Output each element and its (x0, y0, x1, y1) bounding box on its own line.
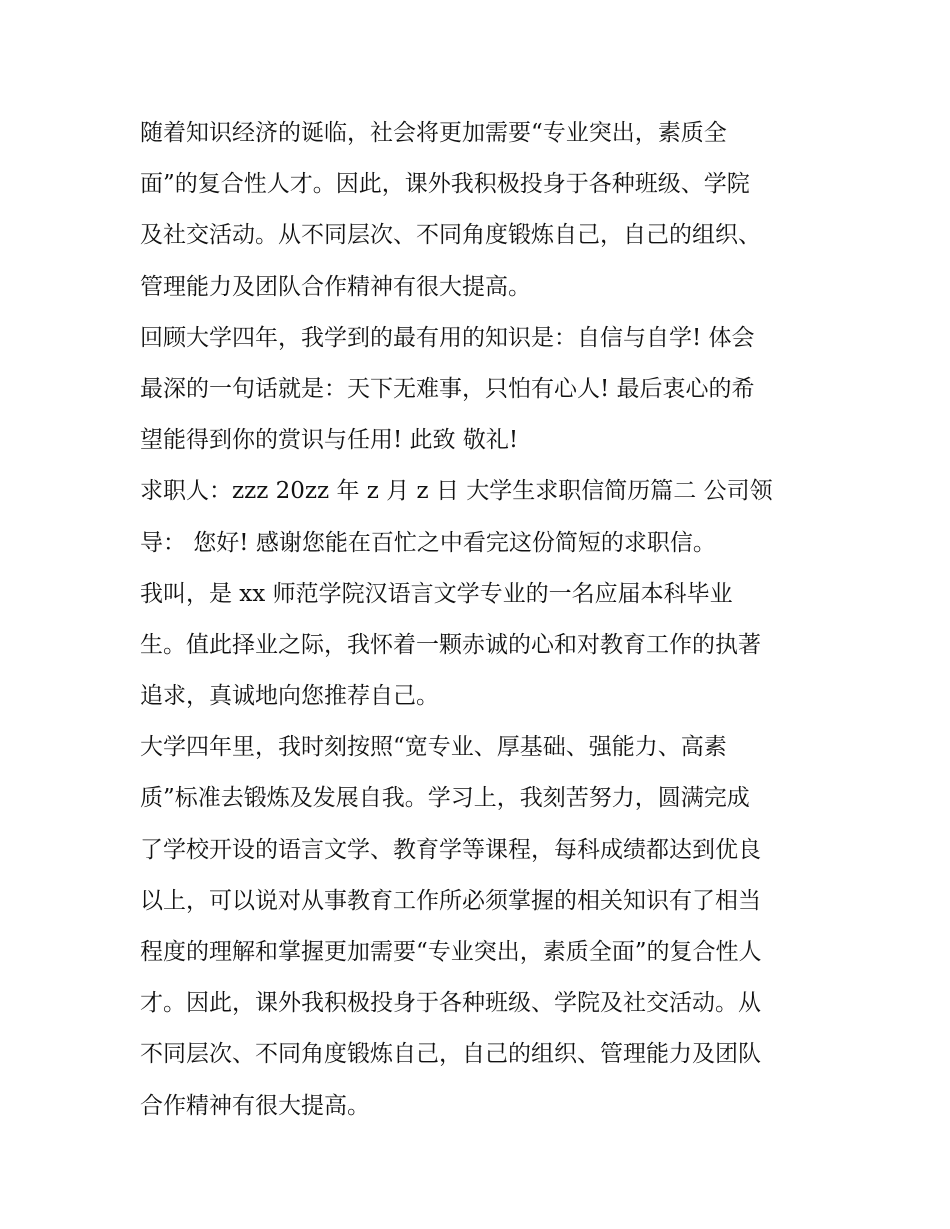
text-line-16: 以上，可以说对从事教育工作所必须掌握的相关知识有了相当 (140, 887, 761, 914)
text-line-10: 我叫，是 xx 师范学院汉语言文学专业的一名应届本科毕业 (140, 580, 733, 607)
text-line-12: 追求，真诚地向您推荐自己。 (140, 683, 439, 710)
text-line-14: 质”标准去锻炼及发展自我。学习上，我刻苦努力，圆满完成 (140, 785, 750, 812)
text-line-8: 求职人：zzz 20zz 年 z 月 z 日 大学生求职信简历篇二 公司领 (140, 478, 773, 505)
text-line-15: 了学校开设的语言文学、教育学等课程，每科成绩都达到优良 (140, 836, 761, 863)
text-line-7: 望能得到你的赏识与任用! 此致 敬礼! (140, 427, 519, 454)
text-line-13: 大学四年里，我时刻按照“宽专业、厚基础、强能力、高素 (140, 734, 727, 761)
text-line-1: 随着知识经济的诞临，社会将更加需要“专业突出，素质全 (140, 120, 727, 146)
text-line-2: 面”的复合性人才。因此，课外我积极投身于各种班级、学院 (140, 171, 750, 198)
text-line-17: 程度的理解和掌握更加需要“专业突出，素质全面”的复合性人 (140, 939, 762, 965)
text-line-20: 合作精神有很大提高。 (140, 1092, 370, 1119)
text-line-4: 管理能力及团队合作精神有很大提高。 (140, 273, 531, 300)
text-line-18: 才。因此，课外我积极投身于各种班级、学院及社交活动。从 (140, 990, 761, 1017)
text-line-19: 不同层次、不同角度锻炼自己，自己的组织、管理能力及团队 (140, 1041, 761, 1068)
text-line-5: 回顾大学四年，我学到的最有用的知识是：自信与自学! 体会 (140, 324, 755, 351)
body-text (140, 108, 820, 1132)
text-line-11: 生。值此择业之际，我怀着一颗赤诚的心和对教育工作的执著 (140, 631, 761, 658)
text-line-9: 导： 您好! 感谢您能在百忙之中看完这份简短的求职信。 (140, 529, 716, 556)
text-line-3: 及社交活动。从不同层次、不同角度锻炼自己，自己的组织、 (140, 222, 761, 249)
text-line-6: 最深的一句话就是：天下无难事，只怕有心人! 最后衷心的希 (140, 375, 755, 402)
